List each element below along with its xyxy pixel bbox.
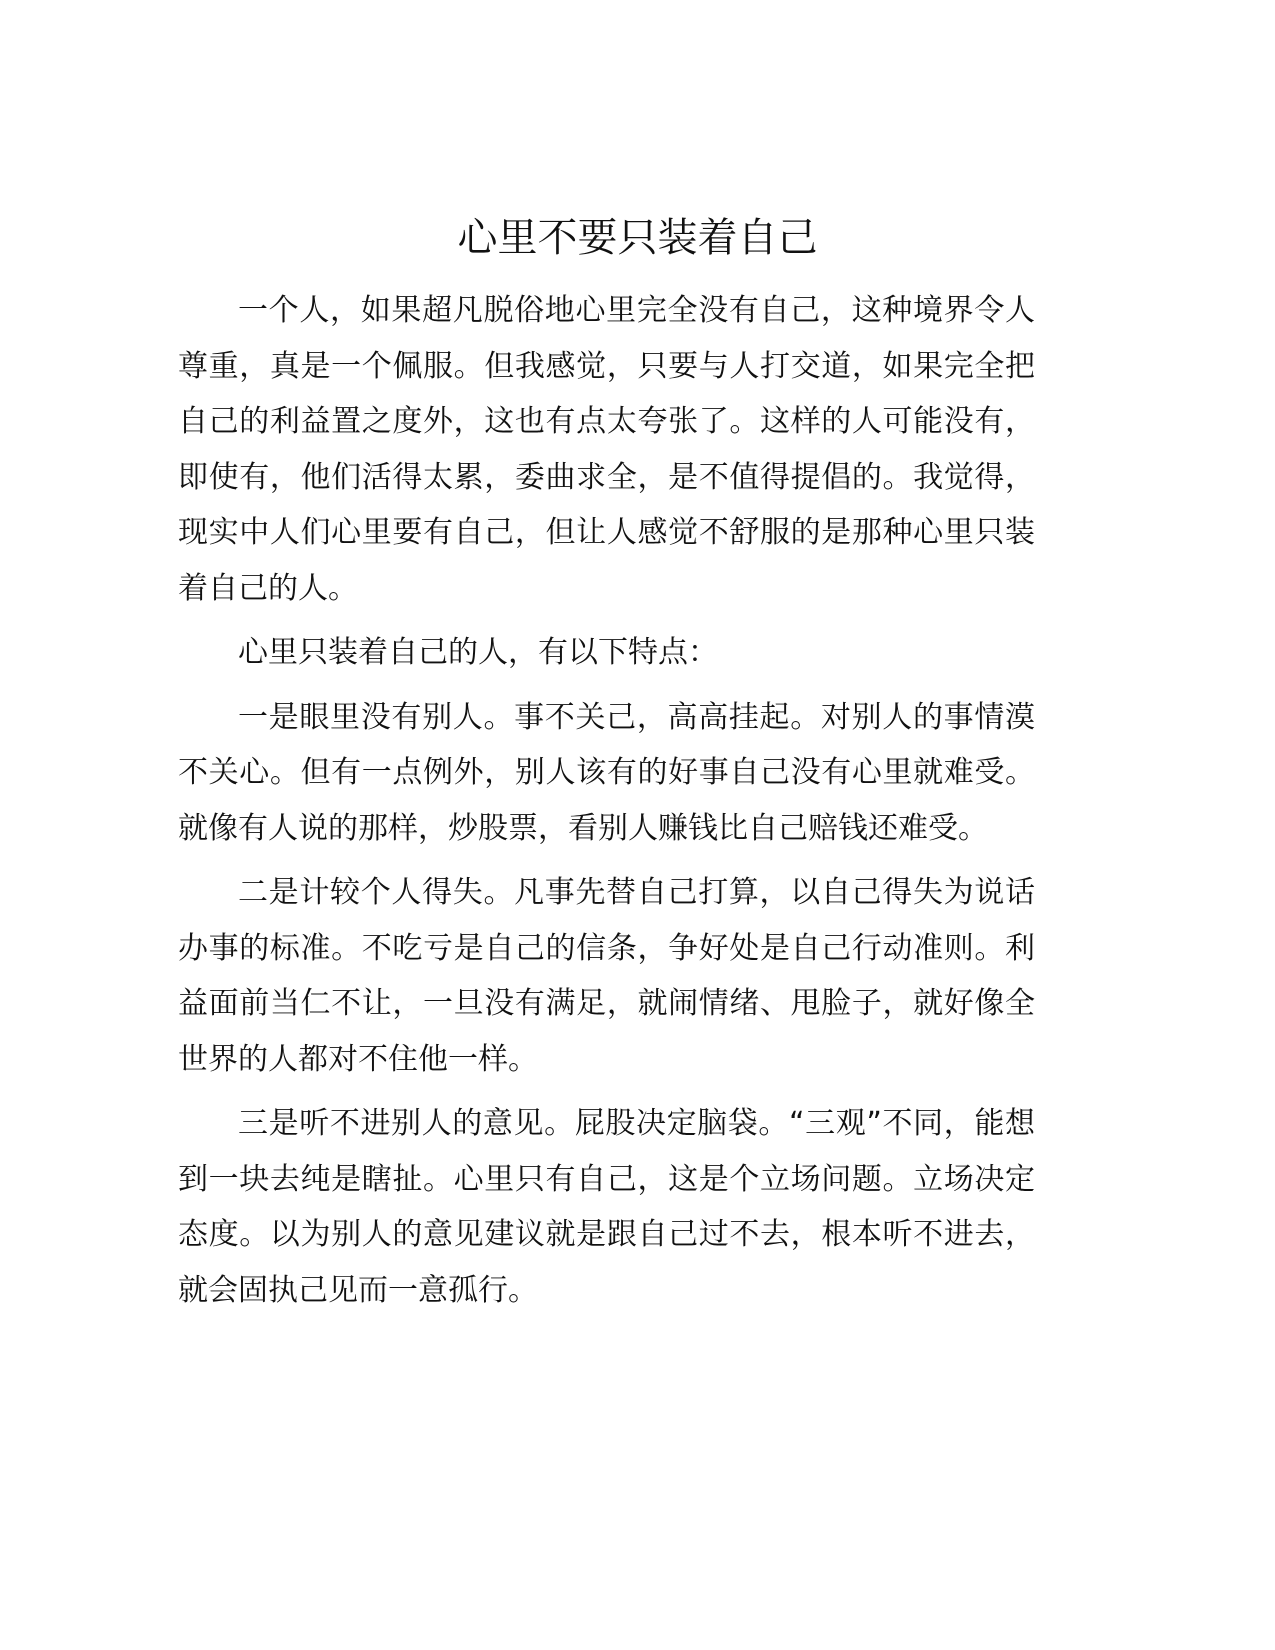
paragraph-trait-one: 一是眼里没有别人。事不关己，高高挂起。对别人的事情漠不关心。但有一点例外，别人该有的好事自己没有心里就难受。就像有人说的那样，炒股票，看别人赚钱比自己赔钱还难受。: [178, 699, 1035, 846]
paragraph-trait-two: 二是计较个人得失。凡事先替自己打算，以自己得失为说话办事的标准。不吃亏是自己的信条，争好处是自己行动准则。利益面前当仁不让，一旦没有满足，就闹情绪、甩脸子，就好像全世界的人都对不住他一样。: [178, 875, 1035, 1077]
document-title: 心里不要只装着自己: [457, 215, 818, 261]
paragraph-trait-three: 三是听不进别人的意见。屁股决定脑袋。“三观”不同，能想到一块去纯是瞎扯。心里只有自己，这是个立场问题。立场决定态度。以为别人的意见建议就是跟自己过不去，根本听不进去，就会固执己见而一意孤行。: [178, 1106, 1035, 1308]
paragraph-traits-heading: 心里只装着自己的人，有以下特点：: [238, 635, 718, 670]
paragraph-intro: 一个人，如果超凡脱俗地心里完全没有自己，这种境界令人尊重，真是一个佩服。但我感觉，只要与人打交道，如果完全把自己的利益置之度外，这也有点太夸张了。这样的人可能没有，即使有，他们活得太累，委曲求全，是不值得提倡的。我觉得，现实中人们心里要有自己，但让人感觉不舒服的是那种心里只装着自己的人。: [178, 293, 1035, 606]
document-body: [178, 283, 1035, 1327]
